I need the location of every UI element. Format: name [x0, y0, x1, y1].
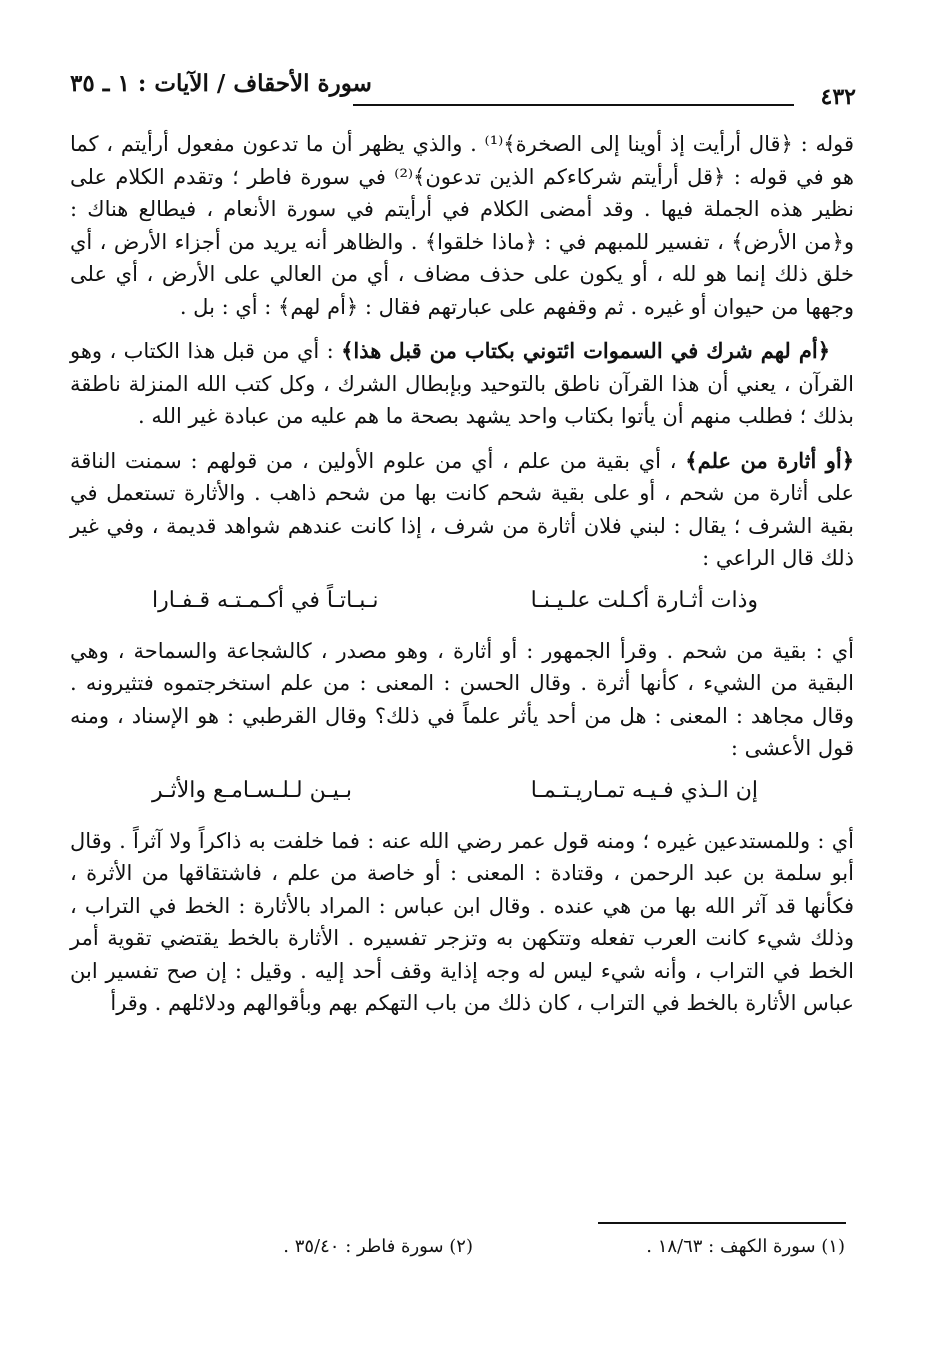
verse-second-hemistich: بـيـن لـلـسـامـع والأثـر [152, 777, 352, 803]
header-rule [353, 104, 794, 106]
verse-first-hemistich: وذات أثـارة أكـلت علـيـنـا [530, 587, 758, 613]
paragraph-5: أي : وللمستدعين غيره ؛ ومنه قول عمر رضي الله عنه : فما خلفت به ذاكراً ولا آثراً . وقال أبو سلمة بن عبد الرحمن ، وقتادة : المعنى : أو خاصة من علم ، فاشتقاقها من الأثرة ، فكأنها قد آثر الله بها من هي عنده . وقال ابن عباس : المراد بالأثارة : الخط في التراب ، وذلك شيء كانت العرب تفعله وتتكهن به وتزجر تفسيره . الأثارة بالخط يقتضي تقوية أمر الخط في التراب ، وأنه شيء ليس له وجه إذاية وقف أحد إليه . وقيل : إن صح تفسير ابن عباس الأثارة بالخط في التراب ، كان ذلك من باب التهكم بهم وبأقوالهم ودلائلهم . وقرأ [70, 828, 854, 1015]
paragraph-text: ، أي بقية من علم ، أي من علوم الأولين ، من قولهم : سمنت الناقة على أثارة من شحم ، أو على بقية شحم كانت بها من شحم ذاهب . والأثارة تستعمل في بقية الشرف ؛ يقال : لبني فلان أثارة من شرف ، إذا كانت عندهم شواهد قديمة ، وفي غير ذلك قال الراعي : [70, 448, 854, 570]
poetry-verse-1 [70, 585, 854, 623]
verse-second-hemistich: نـبـاتـاً في أكـمـتـه قـفـارا [152, 587, 379, 613]
quran-quote: ﴿أم لهم شرك في السموات ائتوني بكتاب من قبل هذا﴾ [341, 338, 830, 363]
page-number: ٤٣٢ [820, 84, 856, 110]
footnote-2: (٢) سورة فاطر : ٣٥/٤٠ . [283, 1236, 473, 1257]
poetry-verse-2 [70, 775, 854, 813]
quran-quote: ﴿أو أثارة من علم﴾ [685, 447, 854, 473]
paragraph-2 [70, 335, 854, 433]
running-title: سورة الأحقاف / الآيات : ١ ـ ٣٥ [70, 70, 372, 97]
page-body [70, 128, 854, 1020]
verse-first-hemistich: إن الـذي فـيـه تمـاريـتـمـا [530, 777, 758, 803]
paragraph-1: قوله : ﴿قال أرأيت إذ أوينا إلى الصخرة﴾⁽¹⁾ . والذي يظهر أن ما تدعون مفعول أرأيتم ، كما هو في قوله : ﴿قل أرأيتم شركاءكم الذين تدعون﴾⁽²⁾ في سورة فاطر ؛ وتقدم الكلام على نظير هذه الجملة فيها . وقد أمضى الكلام في أرأيتم في سورة الأنعام ، فيطالع هناك : و﴿من الأرض﴾ ، تفسير للمبهم في : ﴿ماذا خلقوا﴾ . والظاهر أنه يريد من أجزاء الأرض ، أي خلق ذلك إنما هو لله ، أو يكون على حذف مضاف ، أي من العالي على الأرض ، أي على وجهها من حيوان أو غيره . ثم وقفهم على عبارتهم فقال : ﴿أم لهم﴾ : أي : بل . [70, 132, 854, 319]
footnote-rule [598, 1222, 846, 1224]
paragraph-4: أي : بقية من شحم . وقرأ الجمهور : أو أثارة ، وهو مصدر ، كالشجاعة والسماحة ، وهي البقية من الشيء ، كأنها أثرة . وقال الحسن : المعنى : من علم استخرجتموه فتثيرونه . وقال مجاهد : المعنى : هل من أحد يأثر علماً في ذلك؟ وقال القرطبي : هو الإسناد ، ومنه قول الأعشى : [70, 638, 854, 760]
page-header [70, 68, 856, 118]
footnote-1: (١) سورة الكهف : ١٨/٦٣ . [646, 1236, 845, 1257]
paragraph-text: : أي من قبل هذا الكتاب ، وهو القرآن ، يعني أن هذا القرآن ناطق بالتوحيد وبإبطال الشرك ، وكل كتب الله المنزلة ناطقة بذلك ؛ فطلب منهم أن يأتوا بكتاب واحد يشهد بصحة ما هم عليه من عبادة غير الله . [70, 339, 854, 428]
paragraph-3 [70, 445, 854, 575]
